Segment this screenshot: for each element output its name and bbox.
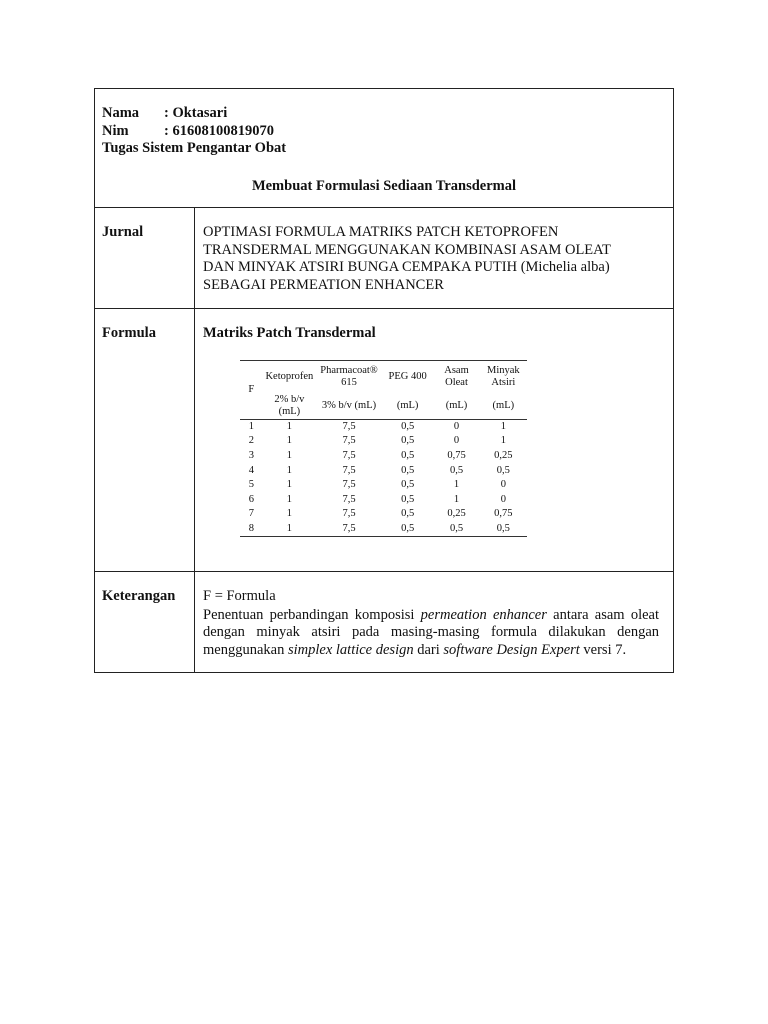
cell-peg: 0,5 — [401, 479, 415, 491]
cell-f: 3 — [248, 449, 254, 461]
header-asam-oleat: Asam Oleat — [433, 360, 479, 393]
table-row — [240, 434, 527, 449]
jurnal-row — [95, 208, 673, 309]
header-section — [95, 89, 673, 208]
header-ketoprofen: Ketoprofen — [263, 360, 316, 393]
header-peg: PEG 400 — [382, 360, 433, 393]
cell-minyak-atsiri: 0,5 — [480, 522, 527, 537]
cell-f: 1 — [248, 420, 254, 432]
cell-pharmacoat: 7,5 — [342, 479, 356, 491]
table-row — [240, 507, 527, 522]
cell-peg: 0,5 — [382, 522, 433, 537]
cell-pharmacoat: 7,5 — [342, 508, 356, 520]
cell-pharmacoat: 7,5 — [342, 435, 356, 447]
subheader-ketoprofen: 2% b/v (mL) — [263, 393, 316, 420]
table-row — [240, 492, 527, 507]
ket-text-4: simplex lattice design — [287, 641, 414, 658]
subheader-peg: (mL) — [382, 393, 433, 420]
cell-f: 6 — [248, 493, 254, 505]
cell-f: 2 — [248, 435, 254, 447]
ket-text-3: antara asam oleat dengan minyak atsiri pada masing-masing formula dilakukan dengan menggunakan — [203, 606, 659, 658]
keterangan-content — [195, 572, 673, 672]
jurnal-line: SEBAGAI PERMEATION ENHANCER — [203, 276, 444, 293]
subheader-minyak-atsiri: (mL) — [480, 393, 527, 420]
cell-ketoprofen: 1 — [286, 493, 292, 505]
cell-minyak-atsiri: 0,75 — [494, 508, 513, 520]
header-minyak-atsiri: Minyak Atsiri — [480, 360, 527, 393]
header-f: F — [240, 360, 263, 419]
subheader-asam-oleat: (mL) — [433, 393, 479, 420]
cell-minyak-atsiri: 1 — [500, 420, 506, 432]
formula-title: Matriks Patch Transdermal — [203, 325, 376, 341]
cell-pharmacoat: 7,5 — [342, 464, 356, 476]
cell-ketoprofen: 1 — [286, 449, 292, 461]
subheader-pharmacoat: 3% b/v (mL) — [316, 393, 382, 420]
ket-text-7: versi 7. — [579, 641, 627, 658]
formula-table-wrap — [240, 360, 527, 538]
jurnal-line: OPTIMASI FORMULA MATRIKS PATCH KETOPROFEN — [203, 224, 559, 240]
cell-peg: 0,5 — [401, 464, 415, 476]
cell-asam-oleat: 1 — [453, 493, 460, 505]
formula-content — [195, 309, 673, 571]
table-row — [240, 478, 527, 493]
cell-peg: 0,5 — [401, 493, 415, 505]
cell-peg: 0,5 — [401, 508, 415, 520]
cell-minyak-atsiri: 0 — [500, 493, 506, 505]
ket-text-2: permeation enhancer — [420, 606, 547, 623]
cell-asam-oleat: 0 — [453, 420, 460, 432]
jurnal-line: TRANSDERMAL MENGGUNAKAN KOMBINASI ASAM OLEAT — [203, 241, 611, 258]
cell-ketoprofen: 1 — [286, 479, 292, 491]
jurnal-line: DAN MINYAK ATSIRI BUNGA CEMPAKA PUTIH (Michelia alba) — [203, 259, 610, 275]
cell-pharmacoat: 7,5 — [342, 420, 356, 432]
cell-asam-oleat: 0,5 — [449, 464, 464, 476]
ket-text-1: Penentuan perbandingan komposisi — [203, 606, 421, 623]
table-row — [240, 449, 527, 464]
formula-label: Formula — [95, 309, 195, 571]
cell-pharmacoat: 7,5 — [342, 449, 356, 461]
cell-minyak-atsiri: 0 — [500, 479, 506, 491]
assignment-table — [94, 88, 674, 673]
table-row — [240, 522, 527, 537]
cell-f: 5 — [248, 479, 254, 491]
cell-asam-oleat: 0,25 — [447, 508, 466, 520]
cell-minyak-atsiri: 0,5 — [496, 464, 510, 476]
keterangan-line1: F = Formula — [203, 588, 276, 604]
ket-text-6: software Design Expert — [443, 641, 580, 658]
cell-asam-oleat: 0 — [453, 435, 460, 447]
cell-ketoprofen: 1 — [263, 522, 316, 537]
cell-minyak-atsiri: 1 — [500, 435, 506, 447]
cell-ketoprofen: 1 — [286, 464, 292, 476]
keterangan-label: Keterangan — [95, 572, 195, 672]
cell-f: 8 — [240, 522, 263, 537]
nama-label: Nama — [102, 105, 140, 121]
cell-pharmacoat: 7,5 — [342, 493, 356, 505]
cell-asam-oleat: 0,75 — [447, 449, 466, 461]
ket-text-5: dari — [413, 641, 444, 658]
document-title: Membuat Formulasi Sediaan Transdermal — [251, 177, 517, 194]
cell-ketoprofen: 1 — [286, 420, 292, 432]
cell-ketoprofen: 1 — [286, 435, 292, 447]
formula-row — [95, 309, 673, 572]
cell-peg: 0,5 — [401, 435, 415, 447]
cell-ketoprofen: 1 — [286, 508, 292, 520]
table-row — [240, 419, 527, 434]
nama-value: : Oktasari — [164, 105, 228, 121]
cell-asam-oleat: 1 — [453, 479, 460, 491]
nim-line — [102, 123, 673, 141]
nama-line — [102, 105, 673, 123]
cell-peg: 0,5 — [401, 449, 415, 461]
keterangan-paragraph — [203, 607, 659, 660]
cell-f: 7 — [248, 508, 254, 520]
table-row — [240, 463, 527, 478]
header-pharmacoat: Pharmacoat® 615 — [316, 360, 382, 393]
cell-minyak-atsiri: 0,25 — [494, 449, 513, 461]
nim-label: Nim — [102, 122, 129, 139]
cell-peg: 0,5 — [401, 420, 415, 432]
formula-table — [240, 360, 527, 538]
jurnal-label: Jurnal — [95, 208, 195, 308]
jurnal-content — [195, 208, 673, 308]
cell-pharmacoat: 7,5 — [316, 522, 382, 537]
nim-value: : 61608100819070 — [164, 122, 274, 139]
tugas-line: Tugas Sistem Pengantar Obat — [102, 140, 287, 156]
cell-f: 4 — [248, 464, 254, 476]
cell-asam-oleat: 0,5 — [433, 522, 479, 537]
keterangan-row — [95, 572, 673, 672]
